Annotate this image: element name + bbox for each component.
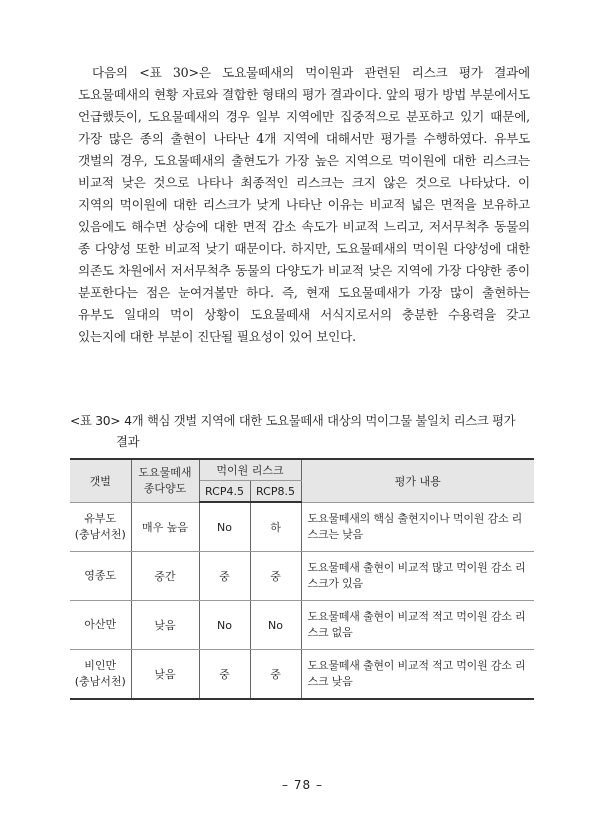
cell-rcp85: 중: [250, 552, 301, 601]
site-name: 아산만: [84, 618, 117, 631]
cell-site: [70, 650, 131, 700]
site-region: (충남서천): [74, 675, 126, 688]
cell-rcp85: 하: [250, 502, 301, 552]
cell-rcp85: 중: [250, 650, 301, 700]
body-paragraph: [78, 62, 530, 348]
header-evaluation: 평가 내용: [301, 459, 534, 502]
table-row: [70, 552, 534, 601]
header-rcp85: RCP8.5: [250, 481, 301, 503]
cell-rcp45: 중: [199, 650, 250, 700]
cell-rcp45: 중: [199, 552, 250, 601]
cell-evaluation: 도요물떼새 출현이 비교적 적고 먹이원 감소 리스크 낮음: [301, 650, 534, 700]
site-name: 유부도: [84, 511, 117, 525]
site-name: 영종도: [84, 569, 117, 582]
table-caption-line2: 결과: [116, 435, 140, 449]
table-caption-line1: 4개 핵심 갯벌 지역에 대한 도요물떼새 대상의 먹이그물 불일치 리스크 평가: [124, 414, 516, 428]
cell-evaluation: 도요물떼새 출현이 비교적 적고 먹이원 감소 리스크 없음: [301, 601, 534, 650]
cell-rcp45: No: [199, 601, 250, 650]
page-number: – 78 –: [282, 778, 323, 792]
site-name: 비인만: [84, 659, 117, 672]
cell-site: [70, 601, 131, 650]
header-site: 갯벌: [70, 459, 131, 502]
header-rcp45: RCP4.5: [199, 481, 250, 503]
header-diversity-text: 도요물떼새 종다양도: [138, 465, 192, 495]
table-row: [70, 601, 534, 650]
cell-diversity: 중간: [131, 552, 199, 601]
cell-site: [70, 502, 131, 552]
table-caption-label: <표 30>: [70, 414, 121, 428]
table-caption: [70, 411, 540, 453]
cell-rcp85: No: [250, 601, 301, 650]
cell-diversity: 매우 높음: [131, 502, 199, 552]
site-region: (충남서천): [74, 527, 126, 541]
cell-rcp45: No: [199, 502, 250, 552]
cell-evaluation: 도요물떼새 출현이 비교적 많고 먹이원 감소 리스크가 있음: [301, 552, 534, 601]
cell-diversity: 낮음: [131, 650, 199, 700]
cell-site: [70, 552, 131, 601]
table-row: [70, 502, 534, 552]
cell-diversity: 낮음: [131, 601, 199, 650]
header-diversity: [131, 459, 199, 502]
table-row: [70, 650, 534, 700]
header-food-risk: 먹이원 리스크: [199, 459, 301, 481]
cell-evaluation: 도요물떼새의 핵심 출현지이나 먹이원 감소 리스크는 낮음: [301, 502, 534, 552]
body-paragraph-text: 다음의 <표 30>은 도요물떼새의 먹이원과 관련된 리스크 평가 결과에 도요물떼새의 현황 자료와 결합한 형태의 평가 결과이다. 앞의 평가 방법 부분에서도 언급했듯이, 도요물떼새의 경우 일부 지역에만 집중적으로 분포하고 있기 때문에, 가장 많은 종의 출현이 나타난 4개 지역에 대해서만 평가를 수행하였다. 유부도 갯벌의 경우, 도요물떼새의 출현도가 가장 높은 지역으로 먹이원에 대한 리스크는 비교적 낮은 것으로 나타나 최종적인 리스크는 크지 않은 것으로 나타났다. 이 지역의 먹이원에 대한 리스크가 낮게 나타난 이유는 비교적 넓은 면적을 보유하고 있음에도 해수면 상승에 대한 면적 감소 속도가 비교적 느리고, 저서무척추 동물의 종 다양성 또한 비교적 낮기 때문이다. 하지만, 도요물떼새의 먹이원 다양성에 대한 의존도 차원에서 저서무척추 동물의 다양도가 비교적 낮은 지역에 가장 다양한 종이 분포한다는 점은 눈여겨볼만 하다. 즉, 현재 도요물떼새가 가장 많이 출현하는 유부도 일대의 먹이 상황이 도요물떼새 서식지로서의 충분한 수용력을 갖고 있는지에 대한 부분이 진단될 필요성이 있어 보인다.: [78, 65, 530, 344]
risk-table: [70, 458, 534, 700]
